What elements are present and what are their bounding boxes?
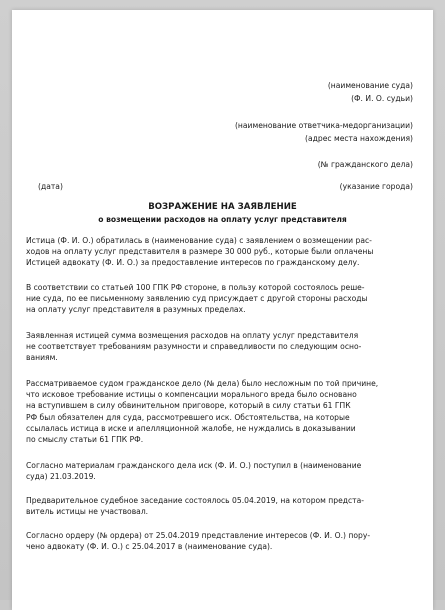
paragraph-line: что исковое требование истицы о компенсации морального вреда было основано <box>26 390 357 400</box>
paragraph-line: Согласно ордеру (№ ордера) от 25.04.2019 представление интересов (Ф. И. О.) пору- <box>26 531 371 540</box>
paragraph-line: Заявленная истицей сумма возмещения расходов на оплату услуг представителя <box>26 331 359 340</box>
respondent-address: (адрес места нахождения) <box>305 134 413 143</box>
paragraph <box>26 330 419 364</box>
paragraph-line: РФ был обязателен для суда, рассмотревшего иск. Обстоятельства, на которые <box>26 412 350 422</box>
judge-name: (Ф. И. О. судьи) <box>351 94 413 103</box>
paragraph-line: не соответствует требованиям разумности и справедливости по следующим осно- <box>26 342 362 352</box>
paragraph <box>26 378 419 445</box>
paragraph-line: на оплату услуг представителя в разумных пределах. <box>26 305 246 315</box>
court-name: (наименование суда) <box>327 81 413 90</box>
paragraph-line: Рассматриваемое судом гражданское дело (№ дела) было несложным по той причине, <box>26 379 379 388</box>
respondent-name: (наименование ответчика-медорганизации) <box>234 121 413 130</box>
paragraph-line: на вступившем в силу обвинительном приговоре, который в силу статьи 61 ГПК <box>26 401 351 411</box>
date-placeholder: (дата) <box>38 182 63 191</box>
paragraph <box>26 235 419 269</box>
document-page <box>12 10 433 610</box>
document-title: ВОЗРАЖЕНИЕ НА ЗАЯВЛЕНИЕ <box>148 202 297 212</box>
city-placeholder: (указание города) <box>339 182 413 191</box>
paragraph-line: Истицей адвокату (Ф. И. О.) за предоставление интересов по гражданскому делу. <box>26 258 360 268</box>
paragraph-line: чено адвокату (Ф. И. О.) с 25.04.2017 в (наименование суда). <box>26 542 273 552</box>
paragraph-line: суда) 21.03.2019. <box>26 472 96 482</box>
paragraph <box>26 495 419 517</box>
paragraph-line: В соответствии со статьей 100 ГПК РФ стороне, в пользу которой состоялось реше- <box>26 283 365 292</box>
paragraph-line: ссылалась истица в иске и апелляционной жалобе, не нуждались в доказывании <box>26 423 356 433</box>
paragraph <box>26 530 419 552</box>
paragraph-line: Истица (Ф. И. О.) обратилась в (наименование суда) с заявлением о возмещении рас- <box>26 236 372 245</box>
paragraph-line: ходов на оплату услуг представителя в размере 30 000 руб., которые были оплачены <box>26 247 374 257</box>
paragraph-line: по смыслу статьи 61 ГПК РФ. <box>26 435 144 445</box>
paragraph-line: ние суда, по ее письменному заявлению суд присуждает с другой стороны расходы <box>26 294 368 304</box>
paragraph-line: Предварительное судебное заседание состоялось 05.04.2019, на котором предста- <box>26 496 365 505</box>
paragraph <box>26 282 419 316</box>
case-number: (№ гражданского дела) <box>317 160 413 169</box>
paragraph <box>26 460 419 482</box>
paragraph-line: витель истицы не участвовал. <box>26 507 149 517</box>
document-subtitle: о возмещении расходов на оплату услуг представителя <box>98 215 347 224</box>
paragraph-line: ваниям. <box>26 353 58 363</box>
paragraph-line: Согласно материалам гражданского дела иск (Ф. И. О.) поступил в (наименование <box>26 461 362 470</box>
